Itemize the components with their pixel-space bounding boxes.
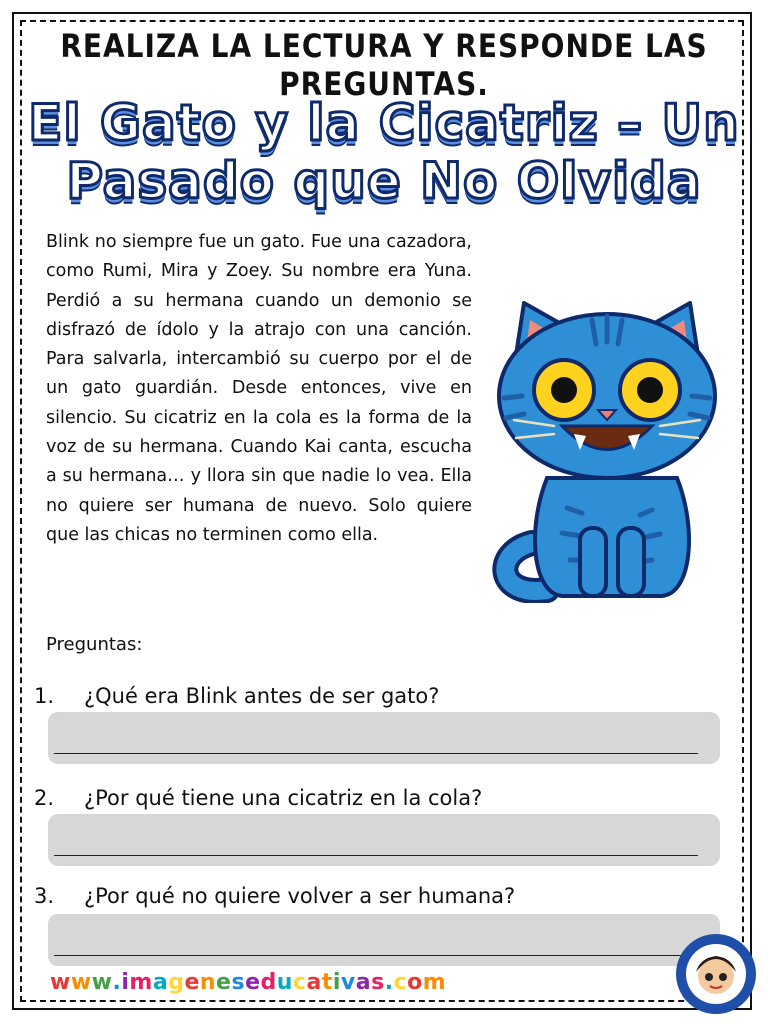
footer-letter: .: [384, 970, 394, 995]
footer-letter: s: [231, 970, 246, 995]
instruction-heading: REALIZA LA LECTURA Y RESPONDE LAS PREGUNTAS.: [60, 27, 708, 103]
question-text: ¿Por qué tiene una cicatriz en la cola?: [84, 786, 483, 810]
question-number: 1.: [34, 684, 55, 708]
footer-letter: a: [306, 970, 322, 995]
answer-field-2[interactable]: [48, 814, 720, 866]
footer-letter: o: [407, 970, 423, 995]
story-title-line-1: El Gato y la Cicatriz – Un: [28, 94, 740, 152]
footer-letter: v: [340, 970, 356, 995]
story-title-line-2: Pasado que No Olvida: [66, 152, 702, 210]
question-text: ¿Qué era Blink antes de ser gato?: [84, 684, 440, 708]
footer-letter: s: [371, 970, 385, 995]
footer-letter: a: [355, 970, 372, 995]
footer-letter: g: [168, 970, 185, 995]
question-number: 2.: [34, 786, 55, 810]
question-2: [34, 786, 482, 810]
question-1: [34, 684, 439, 708]
footer-letter: m: [422, 970, 447, 995]
footer-letter: e: [245, 970, 261, 995]
footer-letter: e: [216, 970, 232, 995]
footer-letter: e: [184, 970, 200, 995]
answer-line: [54, 955, 698, 957]
footer-letter: .: [112, 970, 122, 995]
footer-letter: m: [129, 970, 153, 995]
answer-line: [54, 753, 698, 755]
answer-field-3[interactable]: [48, 914, 720, 966]
question-number: 3.: [34, 884, 55, 908]
footer-letter: w: [50, 970, 71, 995]
answer-field-1[interactable]: [48, 712, 720, 764]
footer-letter: n: [199, 970, 217, 995]
questions-heading: Preguntas:: [46, 634, 143, 655]
footer-letter: t: [321, 970, 333, 995]
footer-letter: w: [70, 970, 92, 995]
footer-letter: d: [260, 970, 277, 995]
website-footer[interactable]: [50, 970, 446, 995]
footer-letter: i: [332, 970, 341, 995]
footer-letter: i: [121, 970, 130, 995]
footer-letter: w: [91, 970, 113, 995]
footer-letter: c: [292, 970, 307, 995]
story-text: Blink no siempre fue un gato. Fue una cazadora, como Rumi, Mira y Zoey. Su nombre era Yuna. Perdió a su hermana cuando un demonio se disfrazó de ídolo y la atrajo con una canción. Para salvarla, intercambió su cuerpo por el de un gato guardián. Desde entonces, vive en silencio. Su cicatriz en la cola es la forma de la voz de su hermana. Cuando Kai canta, escucha a su hermana… y llora sin que nadie lo vea. Ella no quiere ser humana de nuevo. Solo quiere que las chicas no terminen como ella.: [46, 232, 472, 545]
footer-letter: a: [152, 970, 169, 995]
footer-letter: u: [276, 970, 293, 995]
footer-letter: c: [393, 970, 408, 995]
blue-cat-illustration: [492, 298, 722, 603]
answer-line: [54, 855, 698, 857]
site-logo-badge: [674, 932, 758, 1016]
question-text: ¿Por qué no quiere volver a ser humana?: [84, 884, 516, 908]
question-3: [34, 884, 515, 908]
